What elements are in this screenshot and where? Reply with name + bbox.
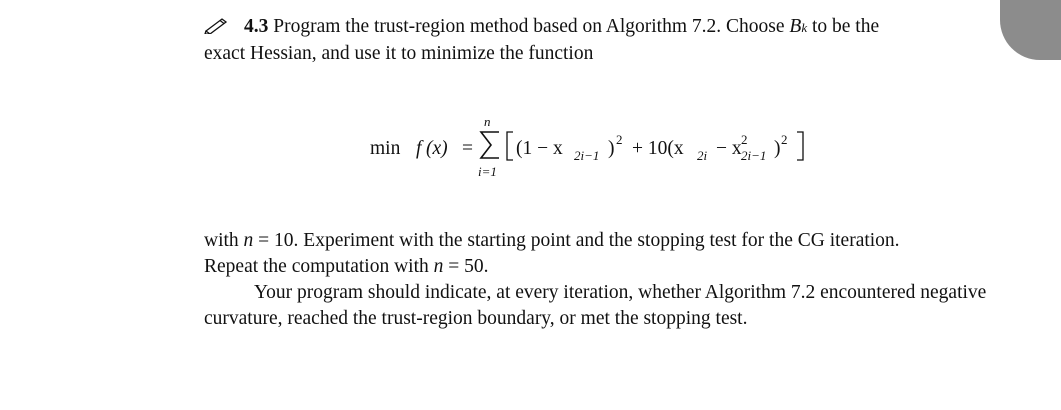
- exercise-number: 4.3: [244, 16, 269, 37]
- bracket-left: [504, 130, 516, 162]
- sum-sign: [479, 130, 501, 160]
- page-corner-tab: [1000, 0, 1061, 60]
- equation: min f (x) = n i=1 (1 − x 2i−1 ) 2 + 10(x 2i − x 2 2i−1 ) 2: [370, 122, 870, 192]
- bracket-right: [794, 130, 806, 162]
- paragraph-2: with n = 10. Experiment with the starting point and the stopping test for the CG iteration. Repeat the computation with n = 50.: [204, 230, 900, 277]
- paragraph-3: Your program should indicate, at every iteration, whether Algorithm 7.2 encountered negative curvature, reached the trust-region boundary, or met the stopping test.: [204, 282, 987, 329]
- pencil-icon: [204, 16, 230, 34]
- exercise-statement: 4.3 Program the trust-region method based on Algorithm 7.2. Choose Bk to be the exact Hessian, and use it to minimize the function: [204, 16, 880, 64]
